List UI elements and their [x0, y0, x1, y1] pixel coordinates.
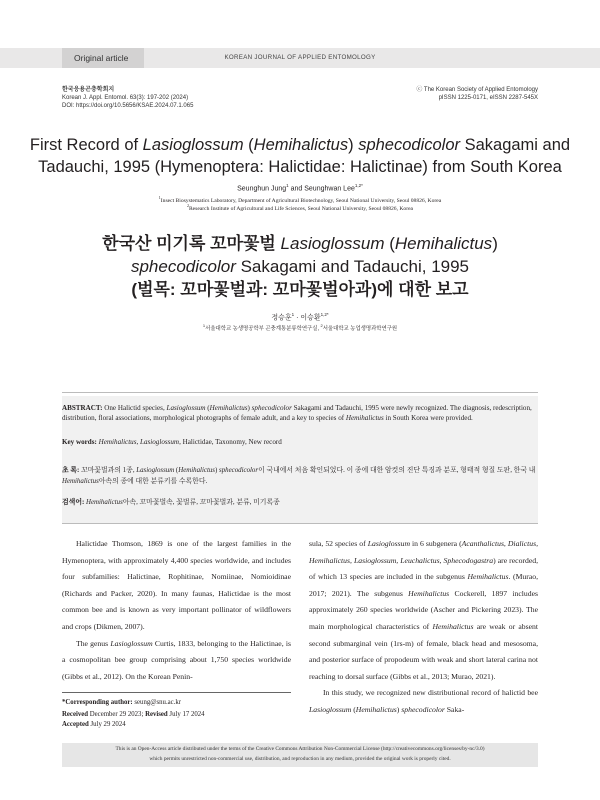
received-revised-dates: Received December 29 2023; Revised July 17 2024 [62, 711, 205, 718]
article-type-label: Original article [74, 53, 129, 63]
affiliation-en-2: $^2$Research Institute of Agricultural and Life Sciences, Seoul National University, Seoul 08826, Korea [186, 203, 414, 212]
title-en-line2: Tadauchi, 1995 (Hymenoptera: Halictidae: Halictinae) from South Korea [38, 158, 562, 176]
abstract-rule-bottom [62, 523, 538, 524]
journal-citation: Korean J. Appl. Entomol. 63(3): 197-202 (2024) [62, 95, 189, 101]
license-text-1: This is an Open-Access article distributed under the terms of the Creative Commons Attribution Non-Commercial License (http://creativecommons.org/licenses/by-nc/3.0) [115, 746, 485, 752]
body-column-right [309, 536, 538, 719]
license-text-2: which permits unrestricted non-commercial use, distribution, and reproduction in any medium, provided the original work is properly cited. [149, 756, 451, 762]
footnote-rule [62, 692, 291, 693]
keywords-ko: 검색어: Hemihalictus아속, 꼬마꽃벌속, 꽃벌류, 꼬마꽃벌과, 분류, 미기록종 [62, 499, 280, 506]
body-column-left [62, 536, 291, 685]
affiliation-ko: $^1$서울대학교 농생명공학부 곤충계통분류학연구실, $^2$서울대학교 농업생명과학연구원 [202, 323, 398, 332]
issn: pISSN 1225-0171, eISSN 2287-545X [438, 95, 538, 101]
paragraph-intro-2: The genus Lasioglossum Curtis, 1833, belonging to the Halictinae, is a cosmopolitan bee group comprising about 1,750 species worldwide (Gibbs et al., 2012). On the Korean Penin- [62, 638, 291, 681]
society-copyright: ⓒ The Korean Society of Applied Entomology [416, 87, 538, 93]
paragraph-intro-2-cont: sula, 52 species of Lasioglossum in 6 subgenera (Acanthalictus, Dialictus, Hemihalictus, Lasioglossum, Leuchalictus, Sphecodogastra) are recorded, of which 13 species are included in the subgenus Hemihalictus. (Murao, 2017; 2021). The subgenus Hemihalictus Cockerell, 1897 includes approximately 260 species worldwide (Ascher and Pickering 2023). The main morphological characteristics of Hemihalictus are weak or absent second submarginal vein (1rs-m) of female, black head and mesosoma, and posterior surface of propodeum with weak and short lateral carina not reaching to dorsal surface (Gibbs et al., 2013; Murao, 2021). [309, 539, 539, 681]
affiliation-en-1: $^1$Insect Biosystematics Laboratory, Department of Agricultural Biotechnology, Seoul National University, Seoul 08826, Korea [158, 195, 442, 204]
journal-banner: KOREAN JOURNAL OF APPLIED ENTOMOLOGY [224, 54, 376, 61]
authors-ko: 정승훈$^1$ · 이승환$^{1,2*}$ [271, 312, 329, 322]
accepted-date: Accepted July 29 2024 [62, 721, 126, 728]
title-ko-line1: 한국산 미기록 꼬마꽃벌 Lasioglossum (Hemihalictus) [102, 234, 498, 253]
abstract-en: ABSTRACT: One Halictid species, Lasioglossum (Hemihalictus) sphecodicolor Sakagami and Tadauchi, 1995 were newly recognized. The diagnosis, redescription, distribution, floral associations, morphological photographs of female adult, and a key to species of Hemihalictus in South Korea were provided. [62, 404, 532, 422]
corresponding-author: *Corresponding author: seung@snu.ac.kr [62, 699, 182, 706]
authors-en: Seunghun Jung$^1$ and Seunghwan Lee$^{1,2*}$ [237, 183, 363, 193]
corresponding-email[interactable]: seung@snu.ac.kr [132, 699, 182, 706]
doi-link[interactable]: DOI: https://doi.org/10.5656/KSAE.2024.07.1.065 [62, 103, 194, 109]
abstract-ko: 초 록: 꼬마꽃벌과의 1종, Lasioglossum (Hemihalictus) sphecodicolor이 국내에서 처음 확인되었다. 이 종에 대한 암컷의 진단 특징과 분포, 형태적 형질 도판, 한국 내 Hemihalictus아속의 종에 대한 분류키를 수록한다. [62, 467, 536, 485]
title-en-line1: First Record of Lasioglossum (Hemihalictus) sphecodicolor Sakagami and [29, 136, 571, 154]
paragraph-intro-1: Halictidae Thomson, 1869 is one of the largest families in the Hymenoptera, with approximately 4,400 species worldwide, and includes four subfamilies: Halictinae, Rophitinae, Nomiinae, Nomioidinae (Richards and Packer, 2020). In many faunas, Halictidae is the most common bee and is known as very important pollinator of wildflowers and crops (Dikmen, 2007). [62, 539, 291, 631]
keywords-en: Key words: Hemihalictus, Lasioglossum, Halictidae, Taxonomy, New record [62, 438, 282, 446]
abstract-rule-top [62, 392, 538, 393]
journal-name-korean: 한국응용곤충학회지 [62, 87, 115, 93]
article-type-tab [62, 48, 144, 68]
title-ko-line3: (벌목: 꼬마꽃벌과: 꼬마꽃벌아과)에 대한 보고 [131, 280, 469, 299]
paragraph-intro-3: In this study, we recognized new distributional record of halictid bee Lasioglossum (Hemihalictus) sphecodicolor Saka- [309, 688, 538, 714]
title-ko-line2: sphecodicolor Sakagami and Tadauchi, 1995 [130, 257, 470, 276]
